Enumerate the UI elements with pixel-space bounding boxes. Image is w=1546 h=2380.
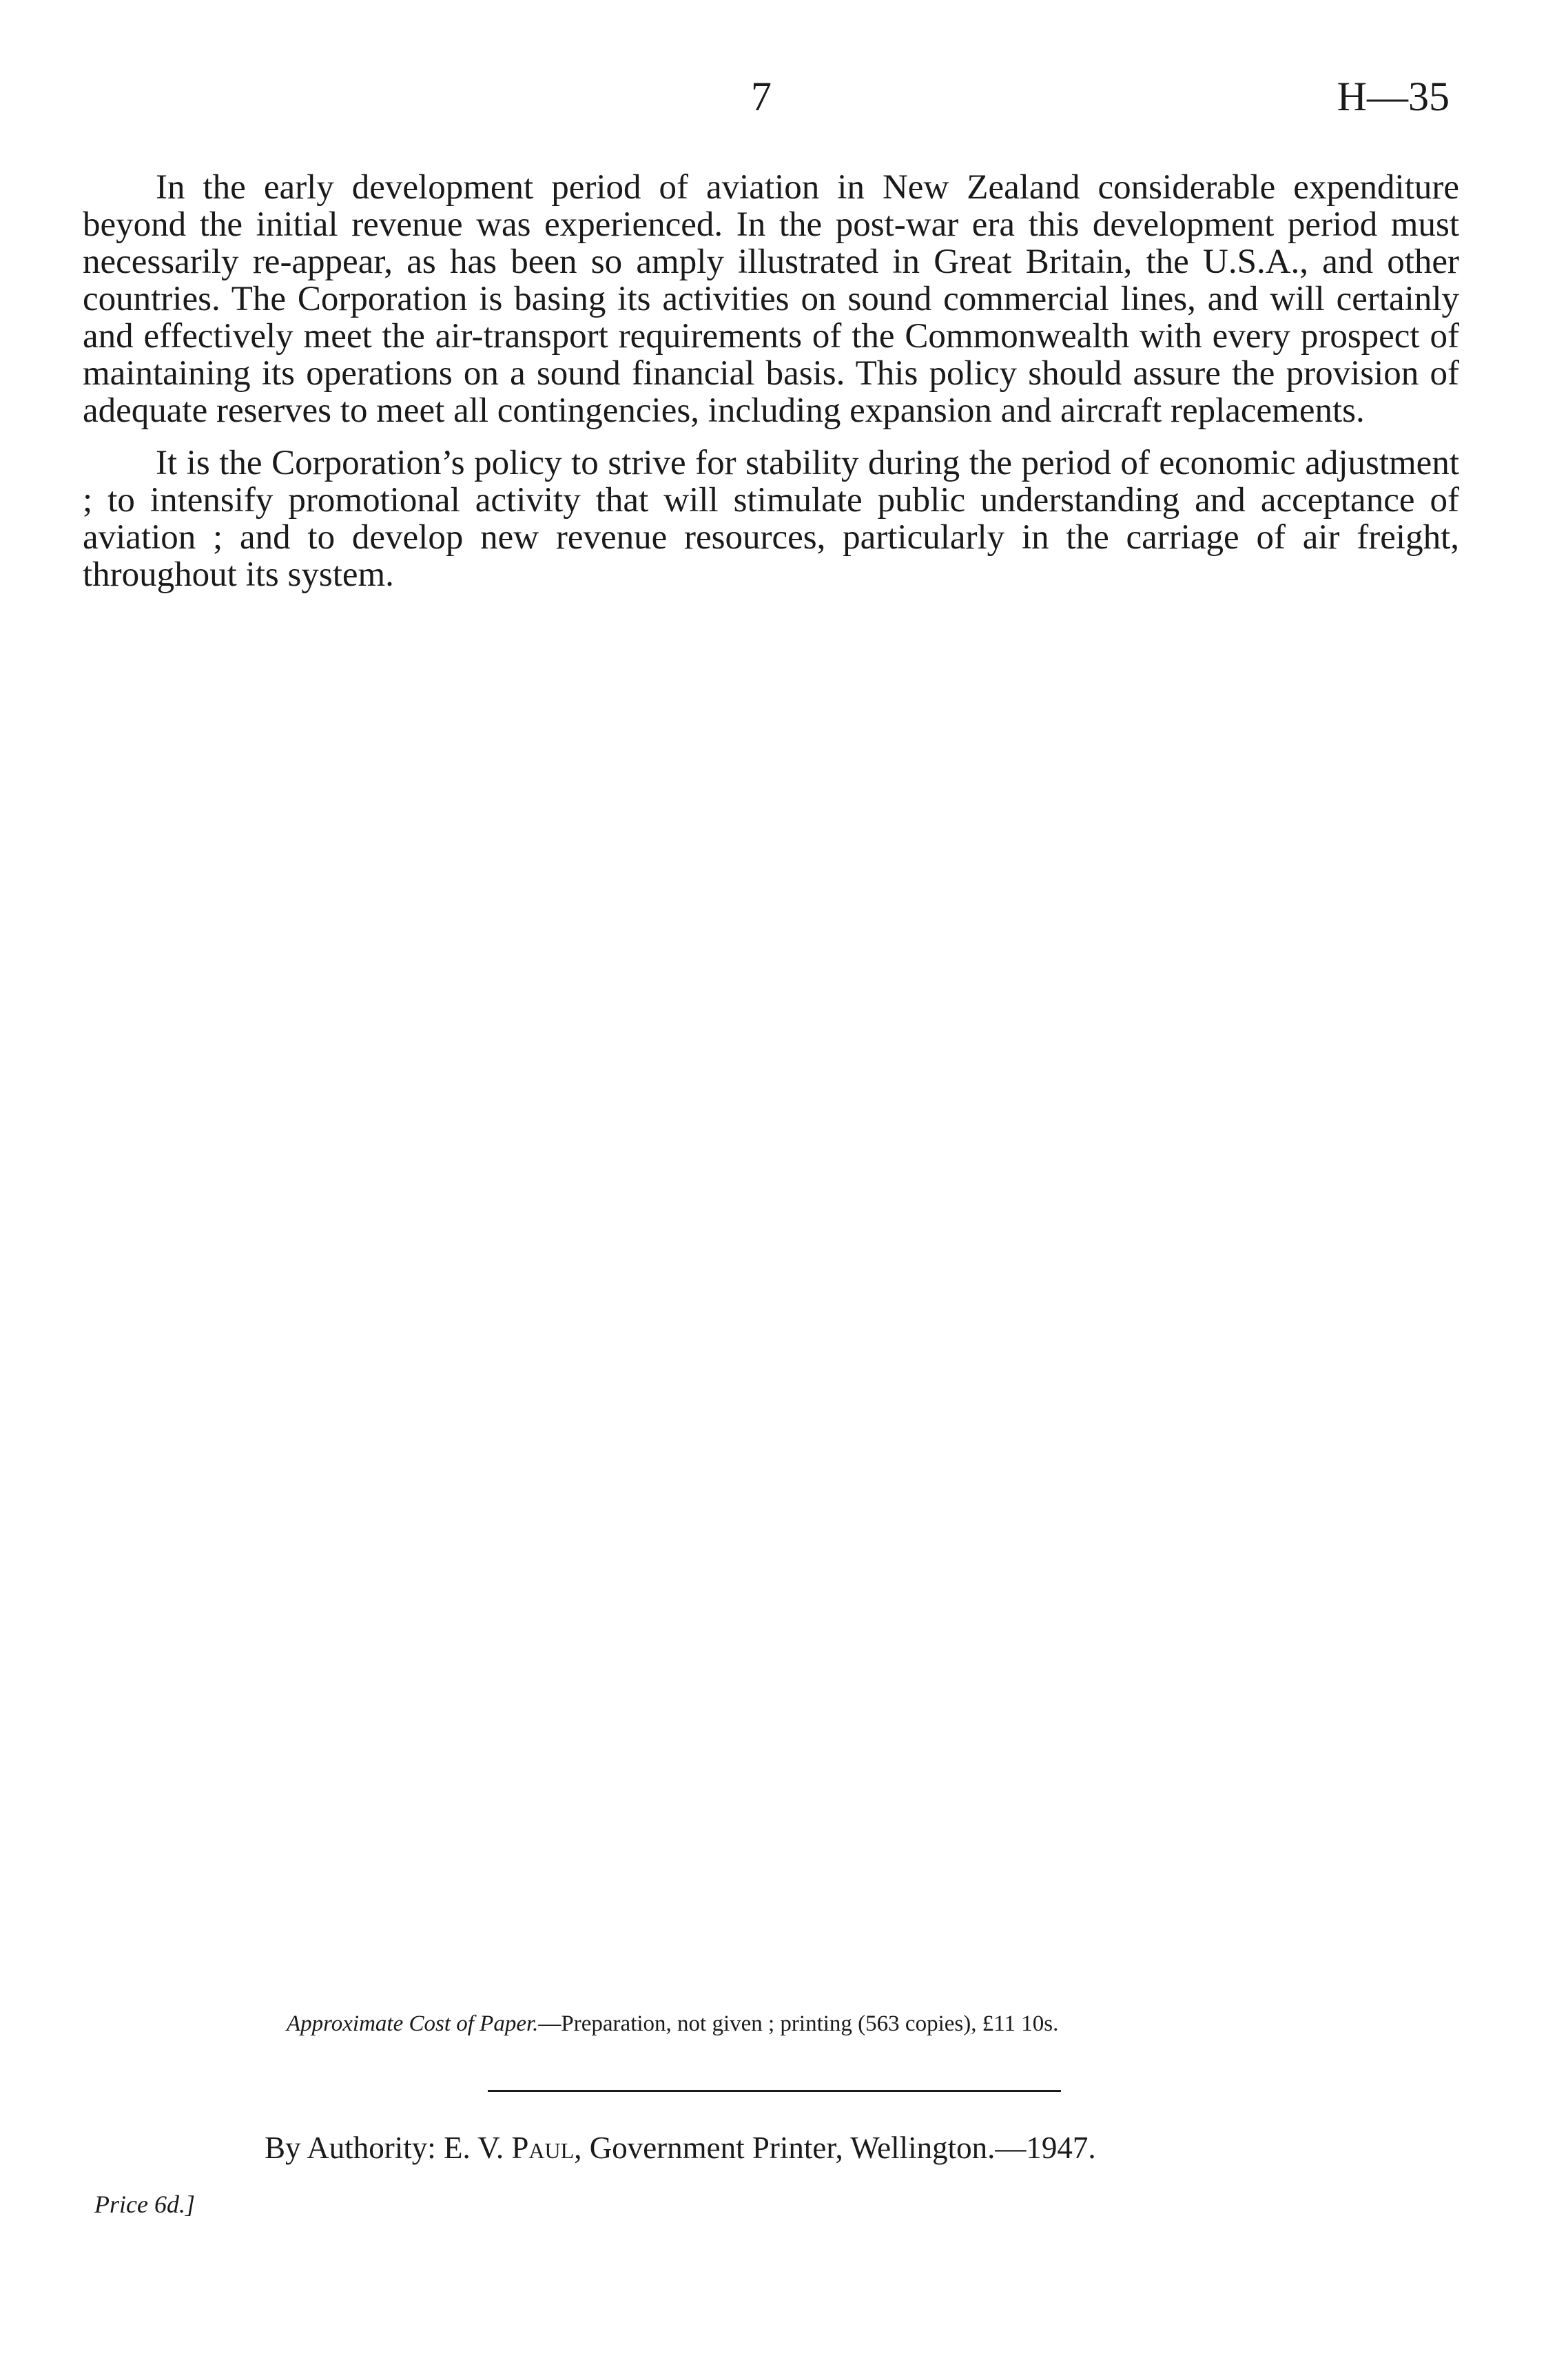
cost-text: —Preparation, not given ; printing (563 copies), £11 10s. bbox=[538, 2011, 1059, 2036]
paragraph-1: In the early development period of aviation in New Zealand considerable expenditure beyond the initial revenue was experienced. In the post-war era this development period must necessarily re-appear, as has been so amply illustrated in Great Britain, the U.S.A., and other countries. The Corporation is basing its activities on sound commercial lines, and will certainly and effectively meet the air-transport requirements of the Commonwealth with every prospect of maintaining its operations on a sound financial basis. This policy should assure the provision of adequate reserves to meet all contingencies, including expansion and aircraft replacements. bbox=[83, 168, 1459, 430]
cost-note bbox=[287, 2011, 1058, 2038]
document-reference: H—35 bbox=[1337, 74, 1450, 119]
authority-suffix: , Government Printer, Wellington.—1947. bbox=[574, 2131, 1096, 2165]
printer-authority bbox=[265, 2129, 1096, 2166]
printer-surname: Paul bbox=[511, 2131, 575, 2165]
page-number: 7 bbox=[751, 74, 772, 119]
footer-divider bbox=[488, 2090, 1061, 2092]
authority-prefix: By Authority: E. V. bbox=[265, 2131, 512, 2165]
price-note: Price 6d.] bbox=[94, 2191, 195, 2218]
cost-label: Approximate Cost of Paper. bbox=[287, 2011, 539, 2036]
paragraph-2: It is the Corporation’s policy to strive for stability during the period of economic adjustment ; to intensify promotional activity that will stimulate public understanding and acceptance of aviation ; and to develop new revenue resources, particularly in the carriage of air freight, throughout its system. bbox=[83, 444, 1459, 594]
body-text bbox=[83, 169, 1459, 608]
